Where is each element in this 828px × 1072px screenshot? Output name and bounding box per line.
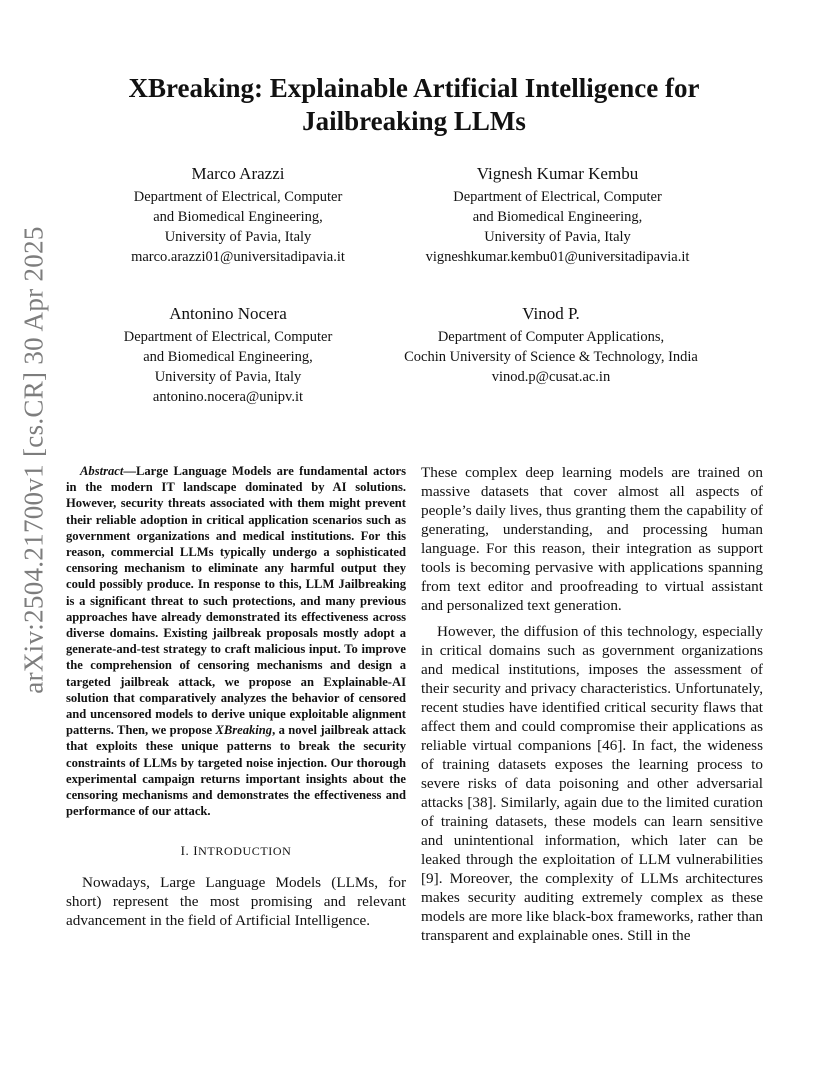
author-email: antonino.nocera@unipv.it [152,389,304,405]
abstract-text-1: —Large Language Models are fundamental actors in the modern IT landscape dominated by AI solutions. However, security threats associated with them might prevent their reliable adoption in critical application scenarios such as government organizations and medical institutions. For this reason, commercial LLMs typically undergo a sophisticated censoring mechanism to eliminate any harmful output they could possibly produce. In response to this, LLM Jailbreaking is a significant threat to such protections, and many previous approaches have already demonstrated its effectiveness across diverse domains. Existing jailbreak proposals mostly adopt a generate-and-test strategy to craft malicious input. To improve the comprehension of censoring mechanisms and design a targeted jailbreak attack, we propose an Explainable-AI solution that comparatively analyzes the behavior of censored and uncensored models to derive unique exploitable alignment patterns. Then, we propose [66,464,406,738]
author-affiliation-line: Department of Computer Applications, [437,329,665,345]
author-affiliation-line: and Biomedical Engineering, [143,349,313,365]
author-affiliation-line: Department of Electrical, Computer [453,189,662,205]
author-name: Vignesh Kumar Kembu [476,164,639,183]
author-affiliation-line: Department of Electrical, Computer [123,329,333,345]
author-name: Antonino Nocera [169,304,287,323]
author-email: vigneshkumar.kembu01@universitadipavia.it [425,249,690,265]
intro-paragraph: Nowadays, Large Language Models (LLMs, for short) represent the most promising and relevant advancement in the field of Artificial Intelligence. [66,874,406,930]
abstract-text-2: , a novel jailbreak attack that exploits these unique patterns to break the security constraints of LLMs by targeted noise injection. Our thorough experimental campaign returns important insights about the censoring mechanisms and demonstrates the effectiveness and performance of our attack. [66,723,406,819]
author-block-4 [370,302,732,387]
author-email: vinod.p@cusat.ac.in [491,369,611,385]
abstract-label: Abstract [80,464,124,478]
author-block-1 [98,162,378,267]
author-block-3 [98,302,358,407]
section-heading [66,841,406,861]
author-affiliation-line: University of Pavia, Italy [164,229,312,245]
author-block-2 [395,162,720,267]
title-line-2: Jailbreaking LLMs [302,106,526,136]
body-paragraph-1: These complex deep learning models are trained on massive datasets that cover almost all aspects of people’s daily lives, thus granting them the capability of generating, understanding, and processing human language. For this reason, their integration as support tools is becoming pervasive with applications spanning from text editor and proofreading to virtual assistant and personalized text generation. [421,464,763,614]
body-paragraph-2: However, the diffusion of this technology, especially in critical domains such as government organizations and medical institutions, imposes the assessment of their security and privacy characteristics. Unfortunately, recent studies have identified critical security flaws that affect them and could compromise their applications as reliable virtual companions [46]. In fact, the wideness of training datasets exposes the learning process to severe risks of data poisoning and other adversarial attacks [38]. Similarly, again due to the limited curation of training datasets, these models can learn sensitive and unintentional information, which later can be leaked through the exploitation of LLM vulnerabilities [9]. Moreover, the complexity of LLMs architectures makes security auditing extremely complex as these models are more like black-box frameworks, rather than transparent and explainable ones. Still in the [421,623,763,944]
author-name: Marco Arazzi [191,164,285,183]
arxiv-identifier: arXiv:2504.21700v1 [cs.CR] 30 Apr 2025 [18,226,49,694]
author-affiliation-line: and Biomedical Engineering, [472,209,643,225]
author-name: Vinod P. [522,304,580,323]
paper-title [0,72,828,138]
author-affiliation-line: University of Pavia, Italy [484,229,631,245]
author-affiliation-line: Department of Electrical, Computer [133,189,343,205]
title-line-1: XBreaking: Explainable Artificial Intelligence for [128,73,700,103]
left-column [66,463,406,930]
section-title: NTRODUCTION [198,844,292,859]
abstract [66,463,406,819]
right-column [421,463,763,945]
author-email: marco.arazzi01@universitadipavia.it [131,249,345,265]
author-affiliation-line: University of Pavia, Italy [154,369,302,385]
section-numeral: I. I [180,843,199,859]
author-affiliation-line: Cochin University of Science & Technology, India [404,349,698,365]
author-affiliation-line: and Biomedical Engineering, [153,209,323,225]
abstract-xbreaking: XBreaking [215,723,273,738]
